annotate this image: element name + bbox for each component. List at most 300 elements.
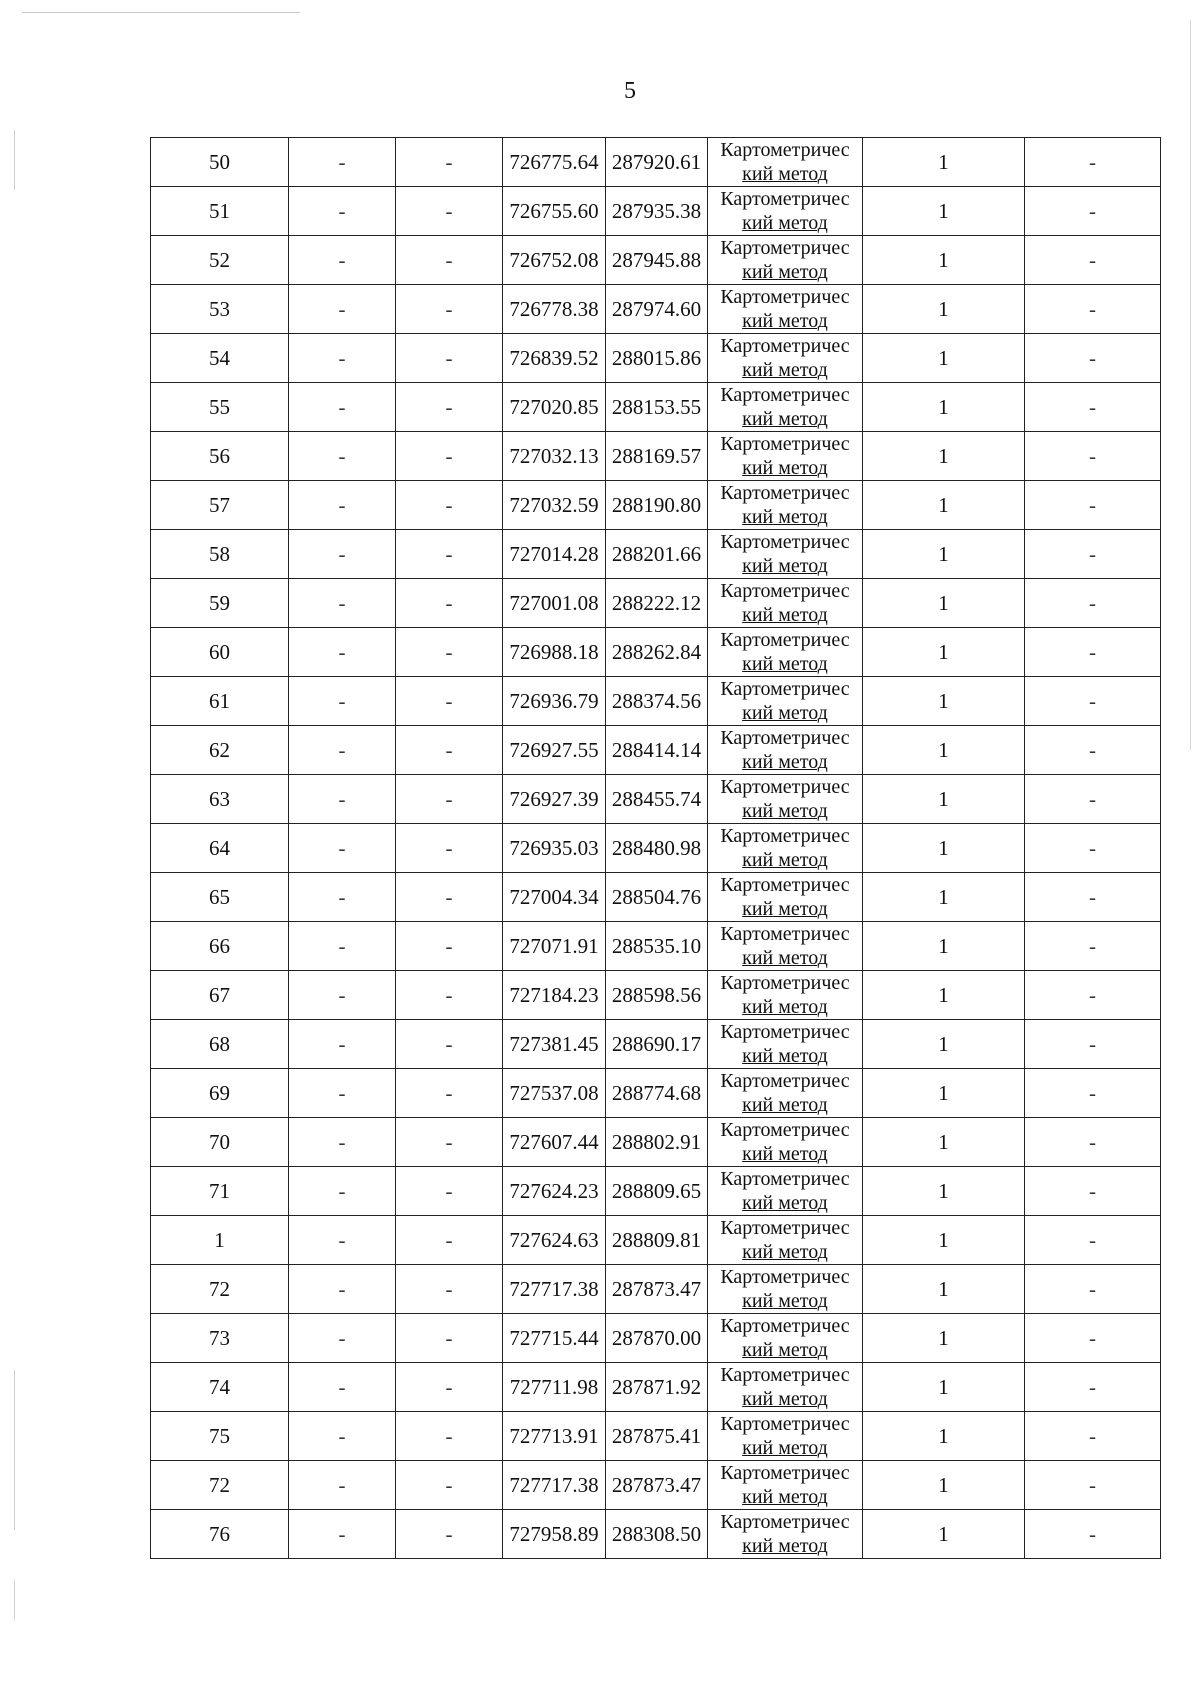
table-row xyxy=(151,1167,1161,1216)
table-row xyxy=(151,1265,1161,1314)
table-row xyxy=(151,432,1161,481)
last-column-cell: - xyxy=(1025,285,1161,334)
method-line-1: Картометричес xyxy=(720,727,850,749)
table-row xyxy=(151,1020,1161,1069)
last-column-cell: - xyxy=(1025,432,1161,481)
table-row xyxy=(151,922,1161,971)
method-line-1: Картометричес xyxy=(720,1462,850,1484)
x-coordinate-cell: 726927.39 xyxy=(503,775,606,824)
table-row xyxy=(151,481,1161,530)
table-row xyxy=(151,285,1161,334)
method-line-2: кий метод xyxy=(742,359,828,381)
column-3-cell: - xyxy=(396,971,503,1020)
scan-artifact-line-top xyxy=(22,12,300,13)
method-line-2: кий метод xyxy=(742,702,828,724)
method-line-1: Картометричес xyxy=(720,286,850,308)
accuracy-cell: 1 xyxy=(863,971,1025,1020)
x-coordinate-cell: 727020.85 xyxy=(503,383,606,432)
method-line-2: кий метод xyxy=(742,1486,828,1508)
last-column-cell: - xyxy=(1025,236,1161,285)
method-cell xyxy=(708,824,863,873)
accuracy-cell: 1 xyxy=(863,628,1025,677)
column-3-cell: - xyxy=(396,726,503,775)
table-row xyxy=(151,1216,1161,1265)
method-line-2: кий метод xyxy=(742,555,828,577)
column-2-cell: - xyxy=(289,922,396,971)
last-column-cell: - xyxy=(1025,677,1161,726)
coordinates-table xyxy=(150,137,1161,1559)
method-line-2: кий метод xyxy=(742,1437,828,1459)
last-column-cell: - xyxy=(1025,873,1161,922)
accuracy-cell: 1 xyxy=(863,873,1025,922)
column-2-cell: - xyxy=(289,383,396,432)
accuracy-cell: 1 xyxy=(863,1216,1025,1265)
y-coordinate-cell: 287870.00 xyxy=(606,1314,708,1363)
method-line-2: кий метод xyxy=(742,1192,828,1214)
accuracy-cell: 1 xyxy=(863,1020,1025,1069)
table-row xyxy=(151,628,1161,677)
method-line-2: кий метод xyxy=(742,1339,828,1361)
column-2-cell: - xyxy=(289,1216,396,1265)
y-coordinate-cell: 288690.17 xyxy=(606,1020,708,1069)
point-number-cell: 71 xyxy=(151,1167,289,1216)
x-coordinate-cell: 726935.03 xyxy=(503,824,606,873)
last-column-cell: - xyxy=(1025,579,1161,628)
y-coordinate-cell: 288222.12 xyxy=(606,579,708,628)
last-column-cell: - xyxy=(1025,138,1161,187)
method-line-1: Картометричес xyxy=(720,335,850,357)
method-line-1: Картометричес xyxy=(720,1315,850,1337)
y-coordinate-cell: 288169.57 xyxy=(606,432,708,481)
y-coordinate-cell: 287875.41 xyxy=(606,1412,708,1461)
y-coordinate-cell: 288374.56 xyxy=(606,677,708,726)
last-column-cell: - xyxy=(1025,530,1161,579)
table-row xyxy=(151,1069,1161,1118)
y-coordinate-cell: 288535.10 xyxy=(606,922,708,971)
method-cell xyxy=(708,432,863,481)
table-row xyxy=(151,1412,1161,1461)
scan-artifact-line-right xyxy=(1190,20,1191,750)
column-2-cell: - xyxy=(289,1069,396,1118)
column-3-cell: - xyxy=(396,922,503,971)
column-2-cell: - xyxy=(289,1167,396,1216)
method-line-1: Картометричес xyxy=(720,1511,850,1533)
method-cell xyxy=(708,1167,863,1216)
scan-artifact-tick xyxy=(14,130,15,190)
x-coordinate-cell: 727607.44 xyxy=(503,1118,606,1167)
column-2-cell: - xyxy=(289,432,396,481)
point-number-cell: 53 xyxy=(151,285,289,334)
table-row xyxy=(151,726,1161,775)
method-line-2: кий метод xyxy=(742,1535,828,1557)
page-number: 5 xyxy=(624,78,636,104)
y-coordinate-cell: 287873.47 xyxy=(606,1461,708,1510)
point-number-cell: 58 xyxy=(151,530,289,579)
table-row xyxy=(151,971,1161,1020)
column-2-cell: - xyxy=(289,285,396,334)
column-3-cell: - xyxy=(396,138,503,187)
method-cell xyxy=(708,1412,863,1461)
y-coordinate-cell: 287974.60 xyxy=(606,285,708,334)
table-row xyxy=(151,677,1161,726)
last-column-cell: - xyxy=(1025,628,1161,677)
column-3-cell: - xyxy=(396,1412,503,1461)
x-coordinate-cell: 727001.08 xyxy=(503,579,606,628)
scan-artifact-tick xyxy=(14,1370,15,1530)
point-number-cell: 73 xyxy=(151,1314,289,1363)
x-coordinate-cell: 727711.98 xyxy=(503,1363,606,1412)
column-2-cell: - xyxy=(289,1461,396,1510)
method-line-1: Картометричес xyxy=(720,531,850,553)
table-row xyxy=(151,236,1161,285)
method-cell xyxy=(708,971,863,1020)
column-3-cell: - xyxy=(396,775,503,824)
column-3-cell: - xyxy=(396,1118,503,1167)
accuracy-cell: 1 xyxy=(863,1118,1025,1167)
y-coordinate-cell: 288455.74 xyxy=(606,775,708,824)
method-cell xyxy=(708,1069,863,1118)
accuracy-cell: 1 xyxy=(863,1069,1025,1118)
method-cell xyxy=(708,579,863,628)
x-coordinate-cell: 727184.23 xyxy=(503,971,606,1020)
column-3-cell: - xyxy=(396,236,503,285)
last-column-cell: - xyxy=(1025,726,1161,775)
method-line-2: кий метод xyxy=(742,261,828,283)
last-column-cell: - xyxy=(1025,1167,1161,1216)
x-coordinate-cell: 727624.23 xyxy=(503,1167,606,1216)
column-2-cell: - xyxy=(289,873,396,922)
method-cell xyxy=(708,285,863,334)
x-coordinate-cell: 727032.59 xyxy=(503,481,606,530)
x-coordinate-cell: 726988.18 xyxy=(503,628,606,677)
column-3-cell: - xyxy=(396,1167,503,1216)
x-coordinate-cell: 727014.28 xyxy=(503,530,606,579)
last-column-cell: - xyxy=(1025,1461,1161,1510)
column-3-cell: - xyxy=(396,334,503,383)
y-coordinate-cell: 287871.92 xyxy=(606,1363,708,1412)
accuracy-cell: 1 xyxy=(863,236,1025,285)
x-coordinate-cell: 726778.38 xyxy=(503,285,606,334)
accuracy-cell: 1 xyxy=(863,726,1025,775)
method-cell xyxy=(708,1216,863,1265)
method-line-1: Картометричес xyxy=(720,874,850,896)
column-2-cell: - xyxy=(289,187,396,236)
column-2-cell: - xyxy=(289,334,396,383)
last-column-cell: - xyxy=(1025,1069,1161,1118)
column-3-cell: - xyxy=(396,824,503,873)
x-coordinate-cell: 727717.38 xyxy=(503,1461,606,1510)
method-line-1: Картометричес xyxy=(720,1168,850,1190)
method-cell xyxy=(708,775,863,824)
method-cell xyxy=(708,138,863,187)
method-line-1: Картометричес xyxy=(720,923,850,945)
method-line-1: Картометричес xyxy=(720,433,850,455)
column-2-cell: - xyxy=(289,628,396,677)
method-line-1: Картометричес xyxy=(720,1021,850,1043)
table-row xyxy=(151,775,1161,824)
last-column-cell: - xyxy=(1025,824,1161,873)
method-line-2: кий метод xyxy=(742,1290,828,1312)
column-2-cell: - xyxy=(289,824,396,873)
method-line-1: Картометричес xyxy=(720,139,850,161)
method-line-1: Картометричес xyxy=(720,972,850,994)
y-coordinate-cell: 288504.76 xyxy=(606,873,708,922)
x-coordinate-cell: 726936.79 xyxy=(503,677,606,726)
column-3-cell: - xyxy=(396,1363,503,1412)
method-cell xyxy=(708,726,863,775)
last-column-cell: - xyxy=(1025,481,1161,530)
y-coordinate-cell: 288201.66 xyxy=(606,530,708,579)
method-cell xyxy=(708,1314,863,1363)
method-line-2: кий метод xyxy=(742,849,828,871)
column-2-cell: - xyxy=(289,1118,396,1167)
method-line-2: кий метод xyxy=(742,1094,828,1116)
column-2-cell: - xyxy=(289,1363,396,1412)
column-3-cell: - xyxy=(396,187,503,236)
y-coordinate-cell: 288308.50 xyxy=(606,1510,708,1559)
method-cell xyxy=(708,1020,863,1069)
method-line-2: кий метод xyxy=(742,163,828,185)
last-column-cell: - xyxy=(1025,1314,1161,1363)
method-line-2: кий метод xyxy=(742,506,828,528)
point-number-cell: 70 xyxy=(151,1118,289,1167)
table-row xyxy=(151,579,1161,628)
method-line-2: кий метод xyxy=(742,408,828,430)
column-3-cell: - xyxy=(396,1069,503,1118)
column-2-cell: - xyxy=(289,236,396,285)
x-coordinate-cell: 727071.91 xyxy=(503,922,606,971)
method-line-2: кий метод xyxy=(742,310,828,332)
x-coordinate-cell: 727537.08 xyxy=(503,1069,606,1118)
column-3-cell: - xyxy=(396,579,503,628)
last-column-cell: - xyxy=(1025,1118,1161,1167)
method-cell xyxy=(708,922,863,971)
table-row xyxy=(151,1118,1161,1167)
column-2-cell: - xyxy=(289,677,396,726)
y-coordinate-cell: 288262.84 xyxy=(606,628,708,677)
accuracy-cell: 1 xyxy=(863,187,1025,236)
column-3-cell: - xyxy=(396,873,503,922)
x-coordinate-cell: 727032.13 xyxy=(503,432,606,481)
x-coordinate-cell: 727713.91 xyxy=(503,1412,606,1461)
last-column-cell: - xyxy=(1025,1412,1161,1461)
table-row xyxy=(151,1510,1161,1559)
point-number-cell: 60 xyxy=(151,628,289,677)
y-coordinate-cell: 288809.65 xyxy=(606,1167,708,1216)
method-line-1: Картометричес xyxy=(720,1266,850,1288)
table-body xyxy=(151,138,1161,1559)
method-line-1: Картометричес xyxy=(720,1364,850,1386)
accuracy-cell: 1 xyxy=(863,824,1025,873)
method-cell xyxy=(708,1265,863,1314)
table-row xyxy=(151,187,1161,236)
last-column-cell: - xyxy=(1025,922,1161,971)
table-row xyxy=(151,334,1161,383)
x-coordinate-cell: 727624.63 xyxy=(503,1216,606,1265)
accuracy-cell: 1 xyxy=(863,1363,1025,1412)
accuracy-cell: 1 xyxy=(863,285,1025,334)
last-column-cell: - xyxy=(1025,1363,1161,1412)
accuracy-cell: 1 xyxy=(863,579,1025,628)
method-cell xyxy=(708,1461,863,1510)
x-coordinate-cell: 726839.52 xyxy=(503,334,606,383)
column-2-cell: - xyxy=(289,1265,396,1314)
column-3-cell: - xyxy=(396,285,503,334)
point-number-cell: 50 xyxy=(151,138,289,187)
accuracy-cell: 1 xyxy=(863,1412,1025,1461)
column-2-cell: - xyxy=(289,726,396,775)
point-number-cell: 65 xyxy=(151,873,289,922)
method-line-1: Картометричес xyxy=(720,1217,850,1239)
accuracy-cell: 1 xyxy=(863,775,1025,824)
method-line-2: кий метод xyxy=(742,898,828,920)
last-column-cell: - xyxy=(1025,1216,1161,1265)
accuracy-cell: 1 xyxy=(863,1265,1025,1314)
last-column-cell: - xyxy=(1025,1510,1161,1559)
accuracy-cell: 1 xyxy=(863,432,1025,481)
method-line-1: Картометричес xyxy=(720,825,850,847)
method-line-2: кий метод xyxy=(742,653,828,675)
column-3-cell: - xyxy=(396,628,503,677)
x-coordinate-cell: 727717.38 xyxy=(503,1265,606,1314)
column-2-cell: - xyxy=(289,579,396,628)
point-number-cell: 66 xyxy=(151,922,289,971)
method-cell xyxy=(708,334,863,383)
point-number-cell: 56 xyxy=(151,432,289,481)
point-number-cell: 59 xyxy=(151,579,289,628)
table-row xyxy=(151,138,1161,187)
last-column-cell: - xyxy=(1025,971,1161,1020)
accuracy-cell: 1 xyxy=(863,530,1025,579)
point-number-cell: 67 xyxy=(151,971,289,1020)
method-line-1: Картометричес xyxy=(720,629,850,651)
column-3-cell: - xyxy=(396,530,503,579)
column-3-cell: - xyxy=(396,1314,503,1363)
method-line-2: кий метод xyxy=(742,604,828,626)
method-cell xyxy=(708,383,863,432)
table-row xyxy=(151,1363,1161,1412)
y-coordinate-cell: 288802.91 xyxy=(606,1118,708,1167)
point-number-cell: 54 xyxy=(151,334,289,383)
method-cell xyxy=(708,1118,863,1167)
method-line-2: кий метод xyxy=(742,457,828,479)
table-row xyxy=(151,530,1161,579)
method-line-2: кий метод xyxy=(742,1388,828,1410)
column-2-cell: - xyxy=(289,138,396,187)
point-number-cell: 69 xyxy=(151,1069,289,1118)
point-number-cell: 75 xyxy=(151,1412,289,1461)
y-coordinate-cell: 288190.80 xyxy=(606,481,708,530)
column-2-cell: - xyxy=(289,775,396,824)
accuracy-cell: 1 xyxy=(863,1167,1025,1216)
x-coordinate-cell: 726775.64 xyxy=(503,138,606,187)
point-number-cell: 57 xyxy=(151,481,289,530)
accuracy-cell: 1 xyxy=(863,383,1025,432)
column-3-cell: - xyxy=(396,383,503,432)
method-cell xyxy=(708,873,863,922)
last-column-cell: - xyxy=(1025,1020,1161,1069)
table-row xyxy=(151,1461,1161,1510)
method-line-1: Картометричес xyxy=(720,237,850,259)
point-number-cell: 52 xyxy=(151,236,289,285)
column-2-cell: - xyxy=(289,1314,396,1363)
table-row xyxy=(151,824,1161,873)
method-cell xyxy=(708,628,863,677)
x-coordinate-cell: 727004.34 xyxy=(503,873,606,922)
table-row xyxy=(151,1314,1161,1363)
point-number-cell: 68 xyxy=(151,1020,289,1069)
method-line-1: Картометричес xyxy=(720,1070,850,1092)
accuracy-cell: 1 xyxy=(863,481,1025,530)
y-coordinate-cell: 287873.47 xyxy=(606,1265,708,1314)
accuracy-cell: 1 xyxy=(863,677,1025,726)
method-cell xyxy=(708,677,863,726)
method-line-2: кий метод xyxy=(742,996,828,1018)
x-coordinate-cell: 727715.44 xyxy=(503,1314,606,1363)
last-column-cell: - xyxy=(1025,334,1161,383)
method-line-2: кий метод xyxy=(742,947,828,969)
x-coordinate-cell: 727381.45 xyxy=(503,1020,606,1069)
y-coordinate-cell: 287945.88 xyxy=(606,236,708,285)
last-column-cell: - xyxy=(1025,1265,1161,1314)
scan-artifact-tick xyxy=(14,1580,15,1620)
last-column-cell: - xyxy=(1025,187,1161,236)
point-number-cell: 51 xyxy=(151,187,289,236)
method-line-2: кий метод xyxy=(742,1045,828,1067)
column-2-cell: - xyxy=(289,1412,396,1461)
column-3-cell: - xyxy=(396,1265,503,1314)
method-line-2: кий метод xyxy=(742,800,828,822)
column-3-cell: - xyxy=(396,481,503,530)
x-coordinate-cell: 726752.08 xyxy=(503,236,606,285)
method-line-2: кий метод xyxy=(742,1143,828,1165)
column-3-cell: - xyxy=(396,1216,503,1265)
last-column-cell: - xyxy=(1025,775,1161,824)
accuracy-cell: 1 xyxy=(863,138,1025,187)
x-coordinate-cell: 726755.60 xyxy=(503,187,606,236)
column-3-cell: - xyxy=(396,432,503,481)
method-line-1: Картометричес xyxy=(720,1413,850,1435)
method-cell xyxy=(708,530,863,579)
column-3-cell: - xyxy=(396,677,503,726)
x-coordinate-cell: 727958.89 xyxy=(503,1510,606,1559)
method-line-2: кий метод xyxy=(742,1241,828,1263)
column-2-cell: - xyxy=(289,530,396,579)
method-line-1: Картометричес xyxy=(720,482,850,504)
point-number-cell: 64 xyxy=(151,824,289,873)
method-line-1: Картометричес xyxy=(720,188,850,210)
method-cell xyxy=(708,1510,863,1559)
point-number-cell: 55 xyxy=(151,383,289,432)
method-cell xyxy=(708,1363,863,1412)
y-coordinate-cell: 288598.56 xyxy=(606,971,708,1020)
accuracy-cell: 1 xyxy=(863,1510,1025,1559)
column-3-cell: - xyxy=(396,1020,503,1069)
method-line-2: кий метод xyxy=(742,751,828,773)
column-2-cell: - xyxy=(289,971,396,1020)
y-coordinate-cell: 288480.98 xyxy=(606,824,708,873)
point-number-cell: 63 xyxy=(151,775,289,824)
point-number-cell: 62 xyxy=(151,726,289,775)
method-line-1: Картометричес xyxy=(720,384,850,406)
column-2-cell: - xyxy=(289,1020,396,1069)
y-coordinate-cell: 287935.38 xyxy=(606,187,708,236)
method-line-1: Картометричес xyxy=(720,580,850,602)
method-cell xyxy=(708,481,863,530)
accuracy-cell: 1 xyxy=(863,1461,1025,1510)
column-2-cell: - xyxy=(289,481,396,530)
column-3-cell: - xyxy=(396,1510,503,1559)
